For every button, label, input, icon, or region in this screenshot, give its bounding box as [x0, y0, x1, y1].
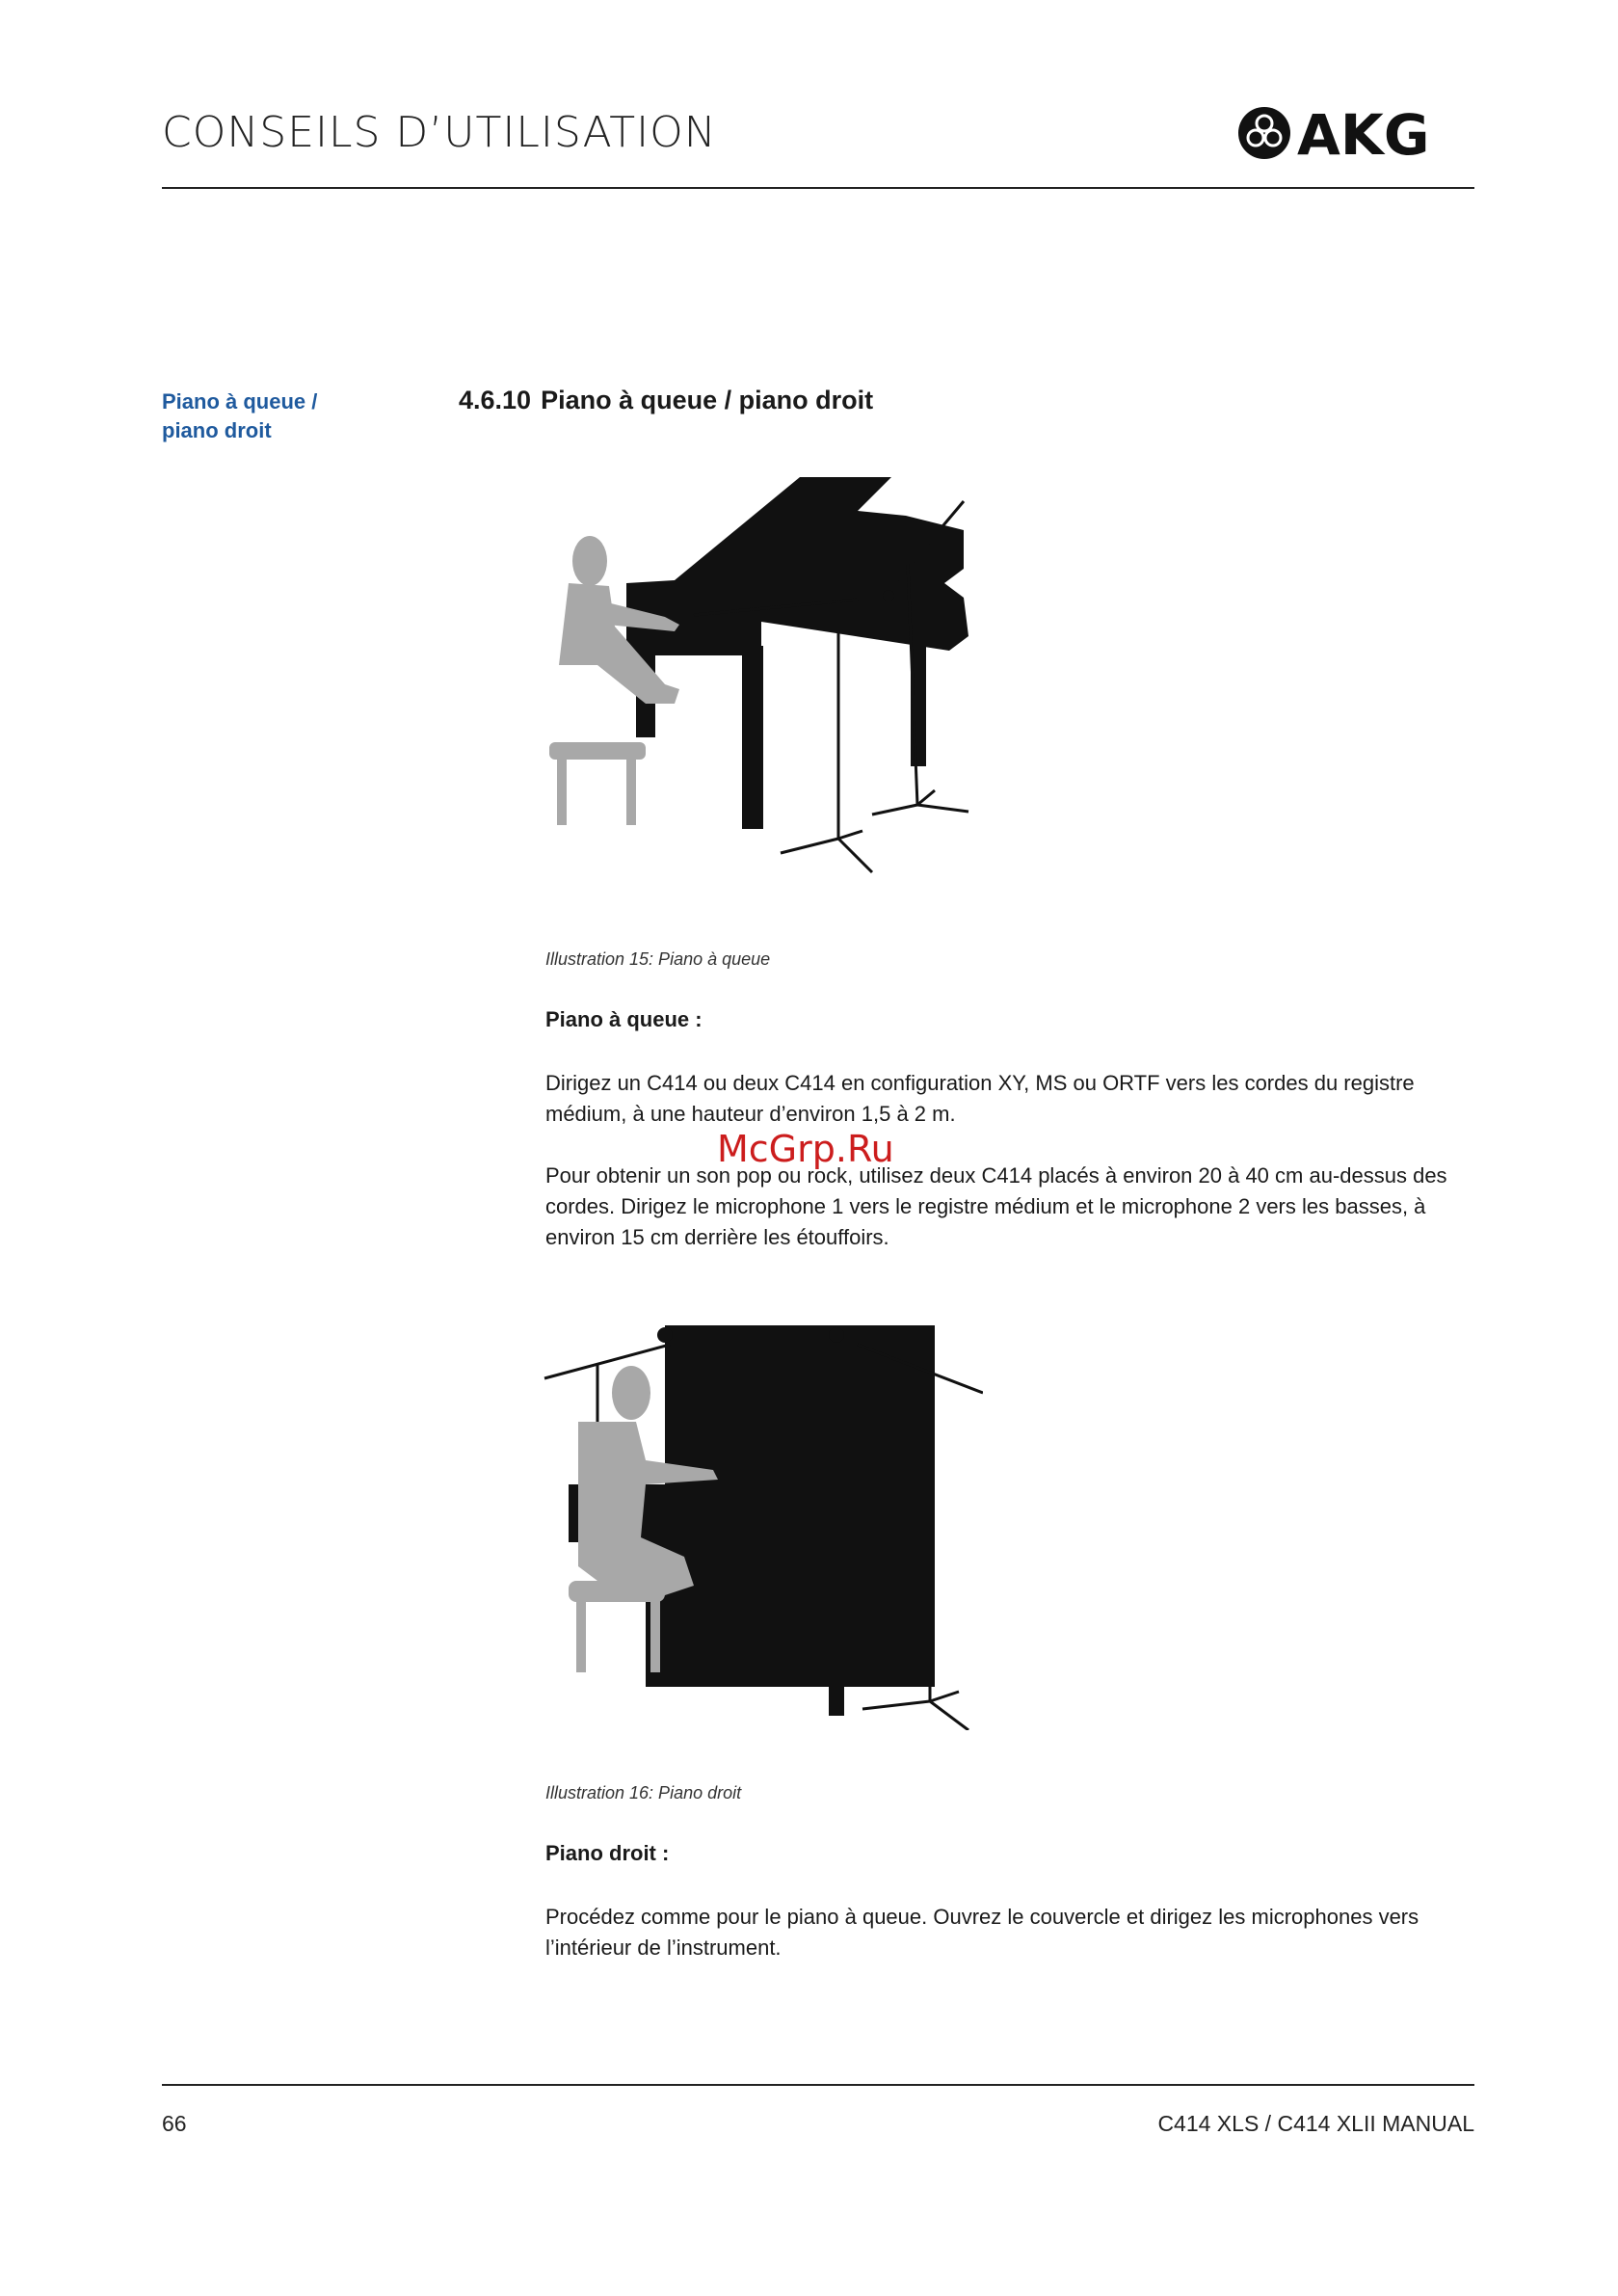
microphone-icon [657, 1327, 673, 1343]
upright-piano-illustration [540, 1306, 983, 1730]
upright-piano-paragraph-1: Procédez comme pour le piano à queue. Ouvrez le couvercle et dirigez les microphones vers l’intérieur de l’instrument. [545, 1905, 1419, 1960]
microphone-icon [829, 1327, 844, 1343]
figure1-caption: Illustration 15: Piano à queue [545, 949, 771, 969]
figure2-caption: Illustration 16: Piano droit [545, 1783, 742, 1802]
sidebar-label-line2: piano droit [162, 418, 272, 442]
sidebar-label-line1: Piano à queue / [162, 389, 318, 414]
microphone-icon [883, 590, 894, 601]
upright-piano-heading: Piano droit : [545, 1841, 670, 1865]
watermark: McGrp.Ru [717, 1128, 894, 1170]
grand-piano-heading: Piano à queue : [545, 1007, 703, 1031]
akg-logo [1235, 104, 1474, 162]
grand-piano-paragraph-1: Dirigez un C414 ou deux C414 en configuration XY, MS ou ORTF vers les cordes du registre médium, à une hauteur d’environ 1,5 à 2 m. [545, 1071, 1415, 1126]
header-title: CONSEILS D’UTILISATION [162, 108, 717, 157]
sidebar-label [162, 387, 355, 445]
grand-piano-illustration [540, 472, 983, 896]
section-heading [459, 386, 873, 415]
grand-piano-paragraph-2: Pour obtenir un son pop ou rock, utilisez deux C414 placés à environ 20 à 40 cm au-dessus des cordes. Dirigez le microphone 1 vers le registre médium et le microphone 2 vers les basses, à environ 15 cm derrière les étouffoirs. [545, 1163, 1447, 1249]
akg-logo-text: AKG [1297, 104, 1430, 162]
section-title: Piano à queue / piano droit [541, 386, 874, 414]
header-rule [162, 187, 1474, 189]
footer-manual-title: C414 XLS / C414 XLII MANUAL [1157, 2111, 1474, 2136]
footer-rule [162, 2084, 1474, 2086]
pianist-silhouette [549, 536, 679, 825]
footer-page-number: 66 [162, 2111, 187, 2136]
section-number: 4.6.10 [459, 386, 532, 414]
